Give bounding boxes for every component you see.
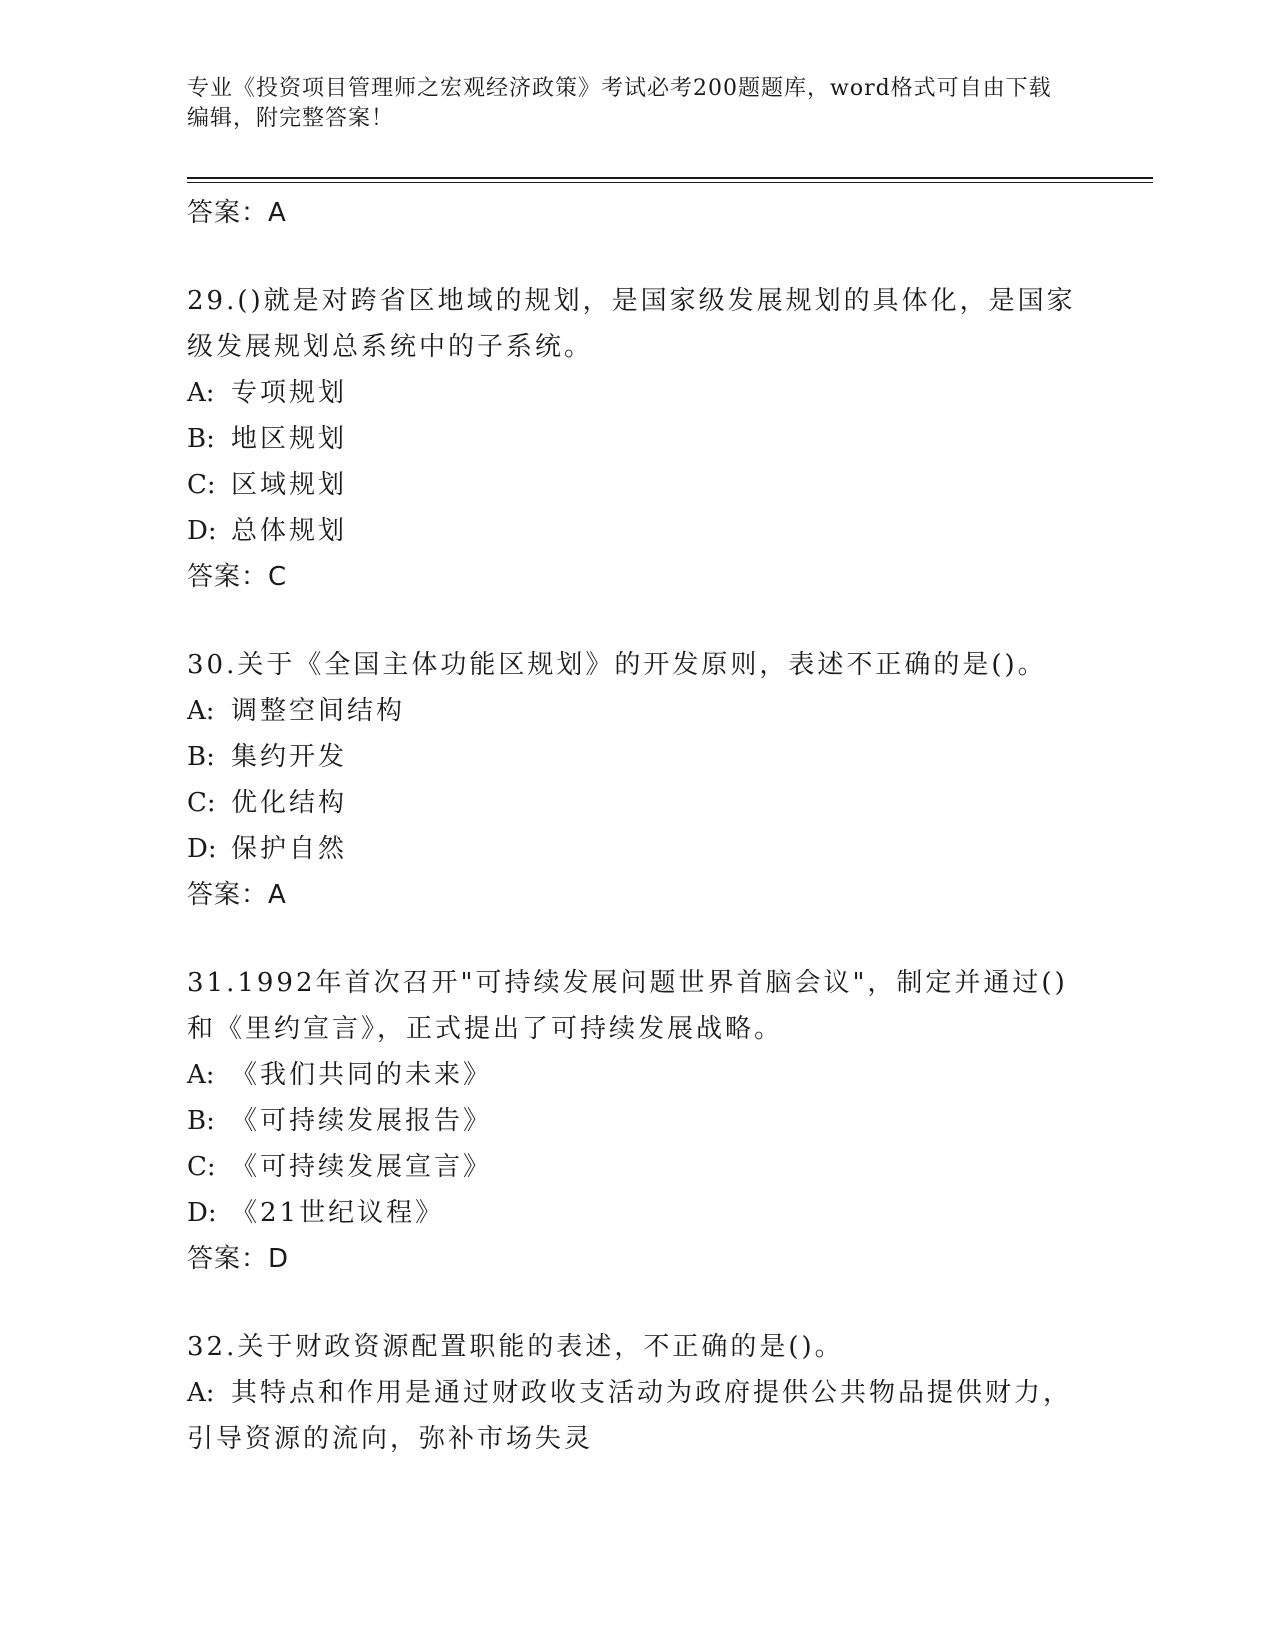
option-key: C: bbox=[187, 470, 216, 500]
option-key: D: bbox=[187, 834, 217, 864]
question-stem: 30.关于《全国主体功能区规划》的开发原则，表述不正确的是()。 bbox=[187, 650, 1047, 680]
header-rule-thick bbox=[187, 177, 1153, 179]
question-30 bbox=[187, 642, 1087, 918]
option-d bbox=[187, 826, 1087, 872]
option-c bbox=[187, 462, 1087, 508]
question-31 bbox=[187, 960, 1087, 1282]
option-text: 《可持续发展宣言》 bbox=[231, 1152, 493, 1182]
option-text: 调整空间结构 bbox=[231, 696, 406, 726]
option-key: A: bbox=[187, 696, 215, 726]
option-key: D: bbox=[187, 516, 217, 546]
option-text: 优化结构 bbox=[231, 788, 348, 818]
option-text: 专项规划 bbox=[231, 378, 348, 408]
answer-line: 答案：D bbox=[187, 1244, 290, 1274]
question-29 bbox=[187, 278, 1087, 600]
option-d bbox=[187, 1190, 1087, 1236]
option-text: 集约开发 bbox=[231, 742, 348, 772]
option-key: D: bbox=[187, 1198, 217, 1228]
option-text: 保护自然 bbox=[231, 834, 348, 864]
option-text: 总体规划 bbox=[231, 516, 348, 546]
question-list bbox=[187, 190, 1087, 1462]
option-b bbox=[187, 1098, 1087, 1144]
answer-line: 答案：A bbox=[187, 880, 287, 910]
option-c bbox=[187, 1144, 1087, 1190]
option-text: 《我们共同的未来》 bbox=[231, 1060, 493, 1090]
header-rule-thin bbox=[187, 182, 1153, 183]
option-key: A: bbox=[187, 1060, 215, 1090]
option-key: B: bbox=[187, 1106, 215, 1136]
option-key: A: bbox=[187, 1378, 215, 1408]
option-a bbox=[187, 370, 1087, 416]
question-stem: 29.()就是对跨省区地域的规划，是国家级发展规划的具体化，是国家级发展规划总系统中的子系统。 bbox=[187, 286, 1076, 362]
option-key: C: bbox=[187, 1152, 216, 1182]
option-text: 区域规划 bbox=[231, 470, 348, 500]
question-stem: 32.关于财政资源配置职能的表述，不正确的是()。 bbox=[187, 1332, 844, 1362]
answer-line: 答案：C bbox=[187, 562, 288, 592]
option-key: B: bbox=[187, 424, 215, 454]
option-c bbox=[187, 780, 1087, 826]
option-key: B: bbox=[187, 742, 215, 772]
option-b bbox=[187, 734, 1087, 780]
option-key: C: bbox=[187, 788, 216, 818]
option-a bbox=[187, 688, 1087, 734]
option-text: 其特点和作用是通过财政收支活动为政府提供公共物品提供财力，引导资源的流向，弥补市场失灵 bbox=[187, 1378, 1073, 1454]
option-text: 地区规划 bbox=[231, 424, 348, 454]
option-text: 《21世纪议程》 bbox=[231, 1198, 445, 1228]
option-a bbox=[187, 1052, 1087, 1098]
page-header: 专业《投资项目管理师之宏观经济政策》考试必考200题题库，word格式可自由下载编辑，附完整答案！ bbox=[187, 76, 1052, 131]
question-32 bbox=[187, 1324, 1087, 1462]
option-text: 《可持续发展报告》 bbox=[231, 1106, 493, 1136]
option-a bbox=[187, 1370, 1087, 1462]
option-key: A: bbox=[187, 378, 215, 408]
option-b bbox=[187, 416, 1087, 462]
previous-answer: 答案：A bbox=[187, 198, 287, 228]
question-stem: 31.1992年首次召开"可持续发展问题世界首脑会议"，制定并通过()和《里约宣言》，正式提出了可持续发展战略。 bbox=[187, 968, 1068, 1044]
option-d bbox=[187, 508, 1087, 554]
